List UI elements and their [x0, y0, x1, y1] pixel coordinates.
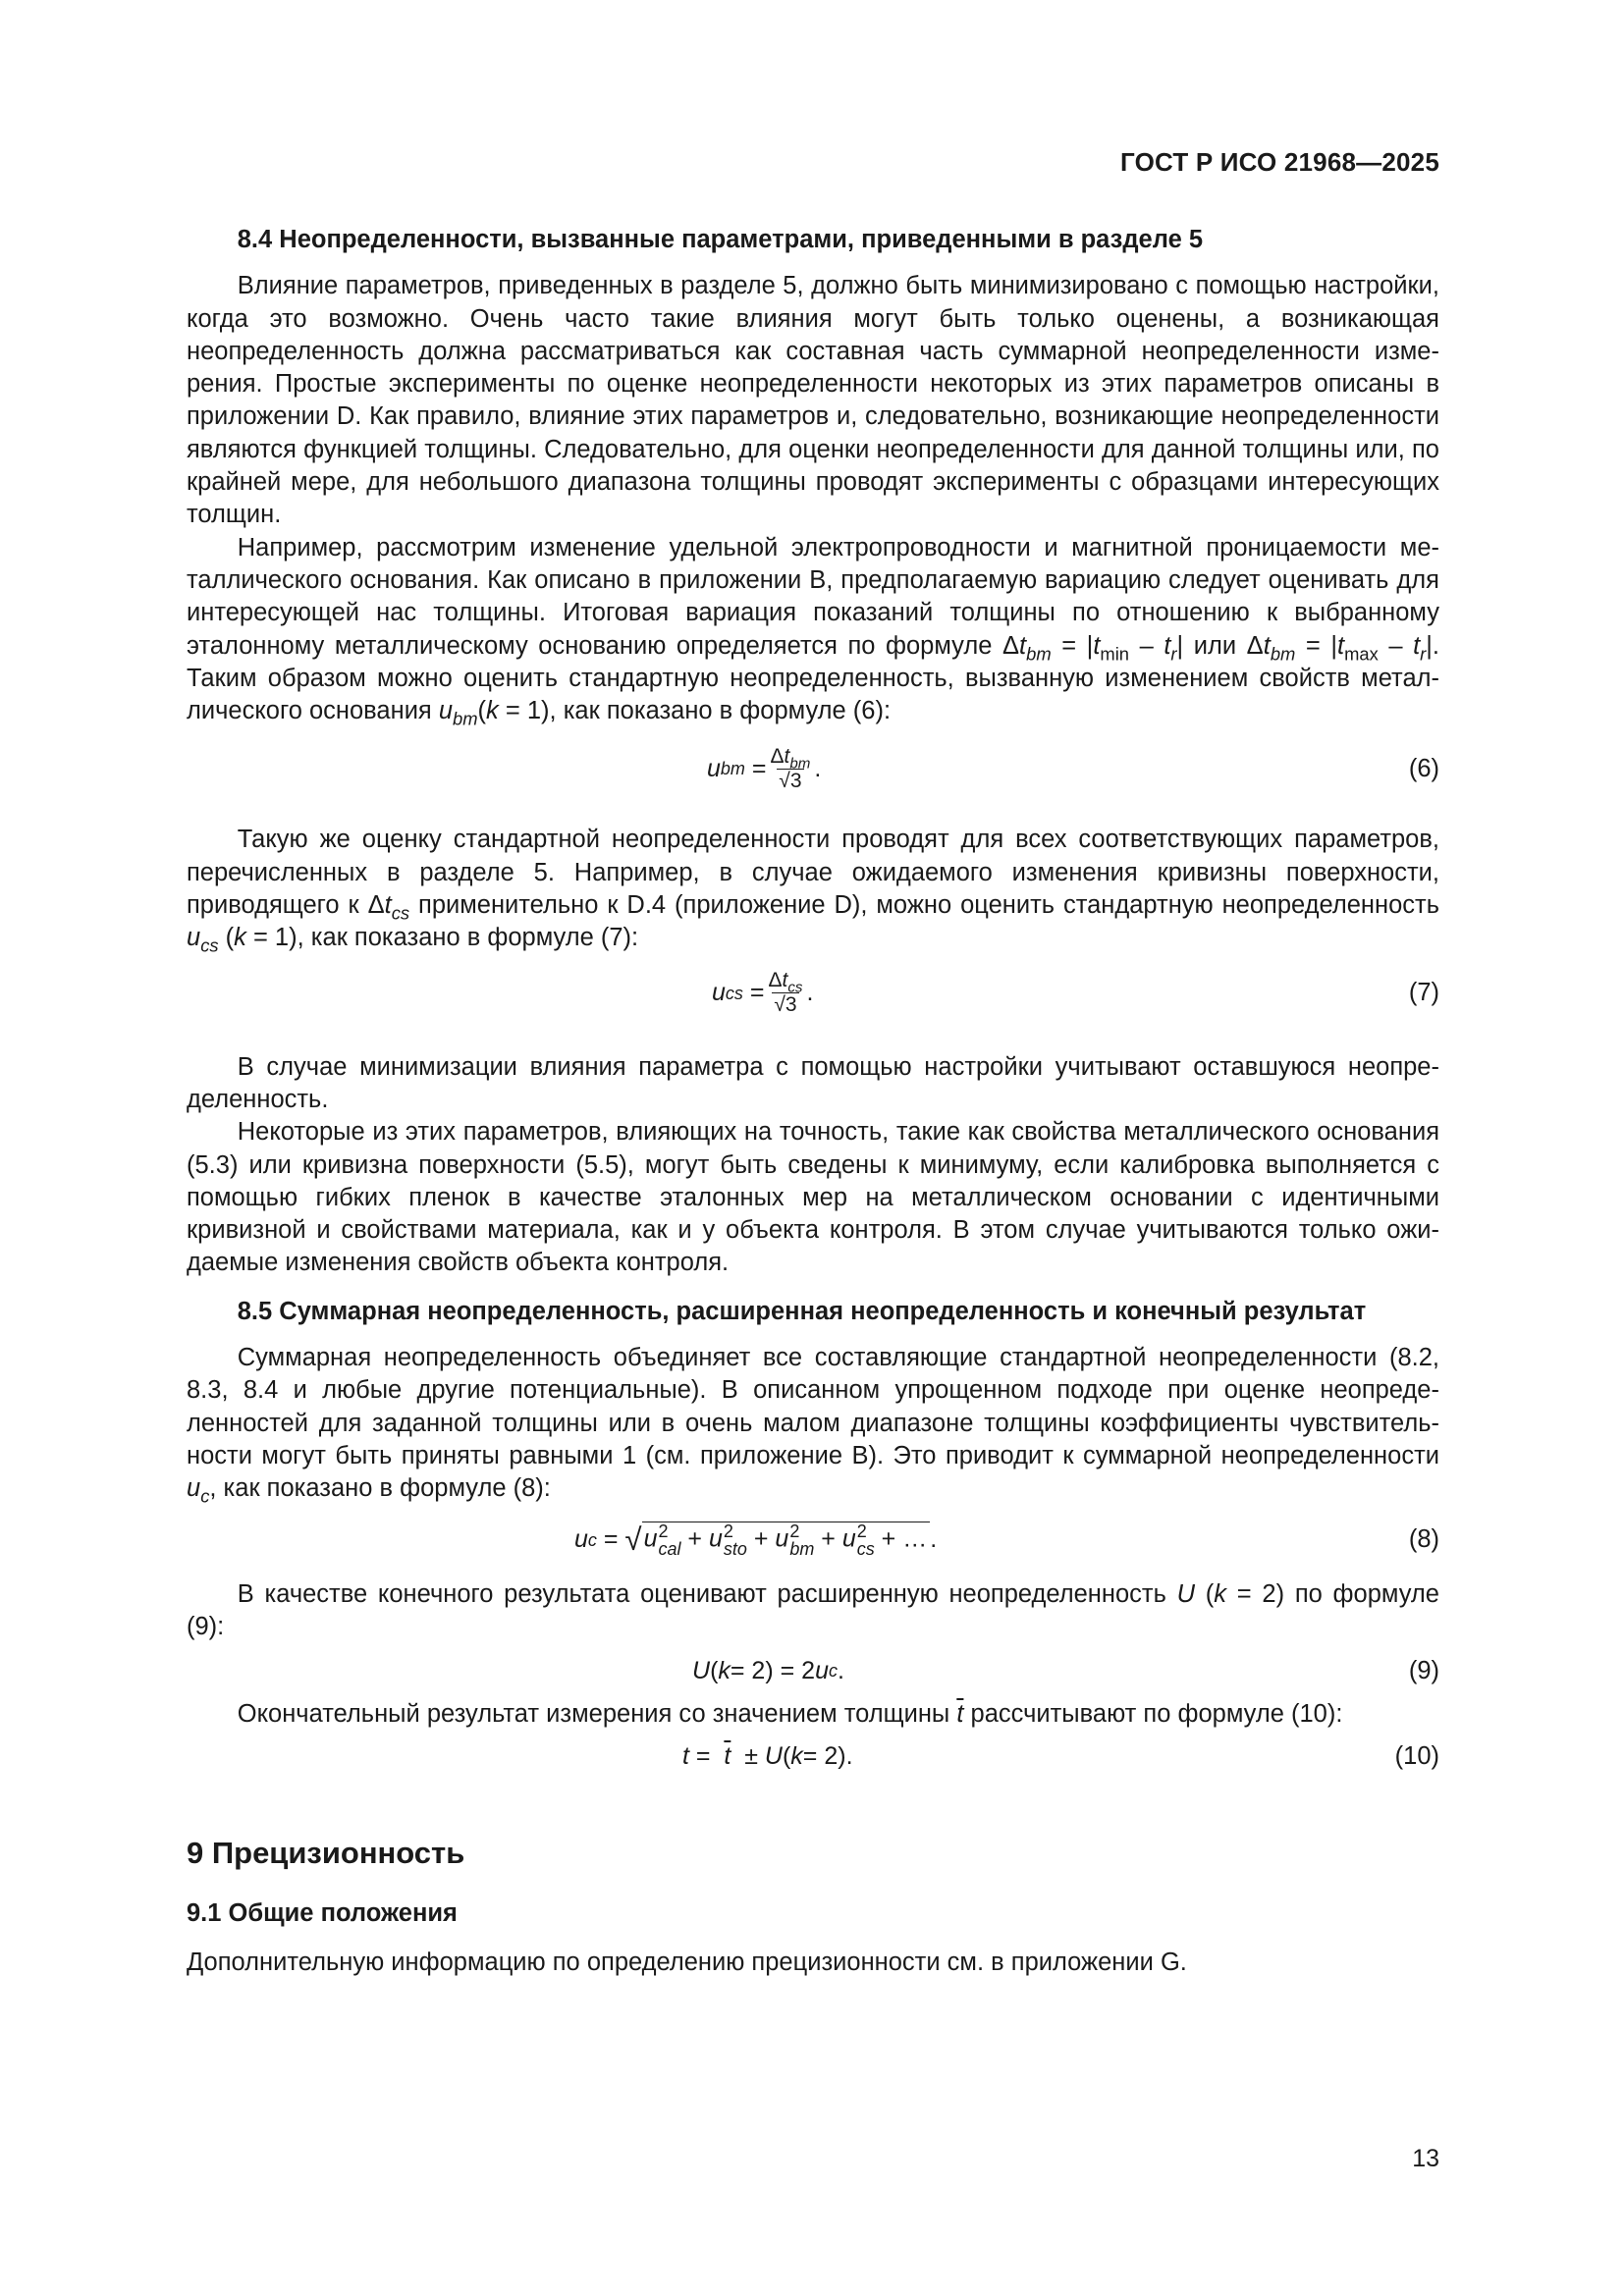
section-8-4-para-5: Некоторые из этих параметров, влияющих на точность, такие как свойства металлического основания (5.3) или кривизна поверхности (5.5), могут быть сведены к минимуму, если калибровка выполняется с помощью гибких пленок в качестве эталонных мер на металлическом основании с идентичными кривизной и свойствами материала, как и у объекта контроля. В этом случае учитываются только ожидаемые изменения свойств объекта контроля.: [187, 1118, 1439, 1277]
formula-6-number: (6): [1408, 754, 1439, 782]
page-content: [187, 224, 1439, 1979]
section-8-4-para-2: Например, рассмотрим изменение удельной электропроводности и магнитной проницаемости металлического основания. Как описано в приложении B, предполагаемую вариацию следует оценивать для интересующей нас толщины. Итоговая вариация показаний толщины по отношению к выбранному эталонному металлическому основанию определяется по формуле $\Delta t_{bm} = |t_{min} - t_r|$ или $\Delta t_{bm} = |t_{max} - t_r|$. Таким образом можно оценить стандартную неопределенность, вызванную изменением свойств металлического основания $u_{bm}(k = 1)$, как показано в формуле (6):: [187, 533, 1440, 729]
formula-8-number: (8): [1408, 1525, 1439, 1553]
formula-10-expression: t = $\overline{t}$ ± U ( k = 2).: [682, 1741, 853, 1770]
section-8-4-para-4: В случае минимизации влияния параметра с помощью настройки учитывают оставшуюся неопределенность.: [187, 1052, 1439, 1113]
section-8-5-para-3: Окончательный результат измерения со значением толщины $\overline{t}$ рассчитывают по формуле (10):: [237, 1700, 1343, 1729]
page-number: 13: [1412, 2145, 1439, 2172]
formula-7: [187, 955, 1439, 1032]
section-8-5-title: 8.5 Суммарная неопределенность, расширенная неопределенность и конечный результат: [237, 1297, 1367, 1325]
formula-7-expression: u cs = $\frac{\Delta t_{cs}}{√3}$ .: [712, 969, 814, 1017]
formula-9-number: (9): [1408, 1656, 1439, 1684]
formula-7-number: (7): [1408, 979, 1439, 1007]
section-8-5-para-2: В качестве конечного результата оценивают расширенную неопределенность U (k = 2) по формуле (9):: [187, 1579, 1439, 1640]
formula-8: [187, 1506, 1439, 1575]
section-8-4-para-3: Такую же оценку стандартной неопределенности проводят для всех соответствующих параметров, перечисленных в разделе 5. Например, в случае ожидаемого изменения кривизны поверхности, приводящего к $\Delta t_{cs}$ применительно к D.4 (приложение D), можно оценить стандартную неопределенность $u_{cs}$ (k = 1), как показано в формуле (7):: [187, 826, 1439, 956]
formula-6-expression: u bm = $\frac{\Delta t_{bm}}{√3}$ .: [707, 744, 822, 792]
section-9-title: 9 Прецизионность: [187, 1836, 465, 1871]
section-8-4-para-1: Влияние параметров, приведенных в разделе 5, должно быть минимизировано с помощью настройки, когда это возможно. Очень часто такие влияния могут быть только оценены, а возникающая неопределенность должна рассматриваться как составная часть суммарной неопределенности измерения. Простые эксперименты по оценке неопределенности некоторых из этих параметров описаны в приложении D. Как правило, влияние этих параметров и, следовательно, возникающие неопределенности являются функцией толщины. Следовательно, для оценки неопределенности для данной толщины или, по крайней мере, для небольшого диапазона толщины проводят эксперименты с образцами интересующих толщин.: [187, 272, 1439, 529]
section-9-1-para-1: Дополнительную информацию по определению прецизионности см. в приложении G.: [187, 1948, 1187, 1976]
formula-10-number: (10): [1394, 1741, 1439, 1770]
section-9-1-title: 9.1 Общие положения: [187, 1899, 458, 1928]
section-8-4-title: 8.4 Неопределенности, вызванные параметрами, приведенными в разделе 5: [237, 226, 1204, 253]
section-8-5-para-1: Суммарная неопределенность объединяет все составляющие стандартной неопределенности (8.2, 8.3, 8.4 и любые другие потенциальные). В описанном упрощенном подходе при оценке неопределенностей для заданной толщины или в очень малом диапазоне толщины коэффициенты чувствительности могут быть приняты равными 1 (см. приложение B). Это приводит к суммарной неопределенности $u_c$, как показано в формуле (8):: [187, 1344, 1439, 1507]
formula-9-expression: U ( k = 2) = 2 u c .: [692, 1656, 844, 1684]
formula-10: [187, 1731, 1439, 1782]
document-header: ГОСТ Р ИСО 21968—2025: [1119, 147, 1439, 177]
formula-8-expression: u c = √ u 2 cal + u 2 sto + u 2 bm + u 2 cs + … .: [574, 1522, 938, 1559]
formula-9: [187, 1643, 1439, 1698]
formula-6: [187, 727, 1439, 810]
